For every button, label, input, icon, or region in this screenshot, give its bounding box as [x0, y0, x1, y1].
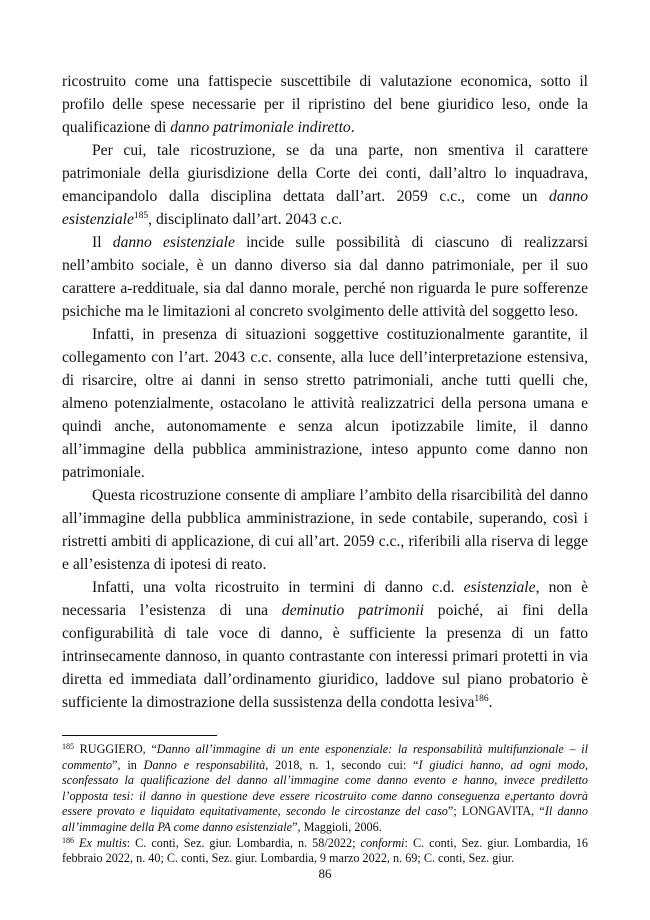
text-run: RUGGIERO, “ [74, 742, 157, 756]
document-page [62, 70, 588, 867]
italic-text: danno esistenziale [112, 234, 235, 251]
footnote-186 [62, 836, 588, 867]
text-run: ”, in [112, 757, 144, 772]
italic-text: Danno all’immagine di un ente esponenziale: la responsabilità multifunzionale – il commento [62, 742, 588, 772]
italic-text: Ex multis [79, 835, 127, 850]
text-run: Questa ricostruzione consente di ampliare l’ambito della risarcibilità del danno all’immagine della pubblica amministrazione, in sede contabile, superando, così i ristretti ambiti di applicazione, di cui all’art. 2059 c.c., riferibili alla riserva di legge e all’esistenza di ipotesi di reato. [62, 487, 588, 573]
text-run: ”, Maggioli, 2006. [292, 819, 382, 834]
text-run: incide sulle possibilità di ciascuno di realizzarsi nell’ambito sociale, è un danno diverso sia dal danno patrimoniale, per il suo carattere a-reddituale, sia dal danno morale, perché non riguarda le pure sofferenze psichiche ma le limitazioni al concreto svolgimento delle attività del soggetto leso. [62, 234, 588, 320]
text-run: . [488, 694, 493, 711]
italic-text: deminutio patrimonii [281, 602, 424, 619]
italic-text: Il danno all’immagine della PA come danno esistenziale [62, 804, 588, 834]
paragraph-5 [62, 484, 588, 576]
footnote-marker: 186 [474, 694, 489, 704]
italic-text: esistenziale [463, 579, 536, 596]
text-run: : C. conti, Sez. giur. Lombardia, 16 febbraio 2022, n. 40; C. conti, Sez. giur. Lombardia, 9 marzo 2022, n. 69; C. conti, Sez. giur. [62, 835, 589, 866]
italic-text: danno patrimoniale indiretto [170, 119, 351, 136]
text-run: ”; LONGAVITA, “ [447, 804, 545, 819]
text-run: : C. conti, Sez. giur. Lombardia, n. 58/2022; [126, 835, 361, 850]
page-number: 86 [318, 866, 332, 881]
footnote-marker: 185 [133, 211, 149, 221]
text-run: , non è necessaria l’esistenza di una [62, 579, 589, 619]
text-run: Infatti, in presenza di situazioni soggettive costituzionalmente garantite, il collegamento con l’art. 2043 c.c. consente, alla luce dell’interpretazione estensiva, di risarcire, oltre ai danni in senso stretto patrimoniali, anche tutti quelli che, almeno potenzialmente, ostacolano le attività realizzatrici della persona umana e quindi anche, autonomamente e senza alcun ipotizzabile limite, il danno all’immagine della pubblica amministrazione, inteso appunto come danno non patrimoniale. [62, 326, 588, 481]
text-run: poiché, ai fini della configurabilità di tale voce di danno, è sufficiente la presenza di un fatto intrinsecamente dannoso, in quanto contrastante con interessi primari protetti in via diretta ed immediata dall’ordinamento giuridico, laddove sul piano probatorio è sufficiente la dimostrazione della sussistenza della condotta lesiva [62, 602, 588, 711]
italic-text: danno esistenziale [62, 188, 588, 228]
paragraph-6 [62, 576, 588, 714]
footnote-separator [62, 735, 217, 736]
italic-text: Danno e responsabilità [143, 757, 266, 772]
paragraph-3 [62, 231, 588, 323]
footnote-marker: 185 [62, 742, 74, 751]
paragraph-2 [62, 139, 588, 231]
text-run: Il [92, 234, 113, 251]
footnote-185 [62, 742, 588, 836]
footnote-marker: 186 [62, 835, 74, 845]
text-run: ricostruito come una fattispecie suscettibile di valutazione economica, sotto il profilo delle spese necessarie per il ripristino del bene giuridico leso, onde la qualificazione di [62, 73, 588, 136]
text-run: Per cui, tale ricostruzione, se da una parte, non smentiva il carattere patrimoniale della giurisdizione della Corte dei conti, dall’altro lo inquadrava, emancipandolo dalla disciplina dettata dall’art. 2059 c.c., come un [62, 142, 588, 205]
paragraph-1 [62, 70, 588, 139]
text-run: Infatti, una volta ricostruito in termini di danno c.d. [92, 579, 464, 596]
paragraph-4 [62, 323, 588, 484]
text-run: , disciplinato dall’art. 2043 c.c. [148, 211, 343, 228]
text-run: , 2018, n. 1, secondo cui: “ [265, 757, 419, 772]
italic-text: I giudici hanno, ad ogni modo, sconfessato la qualificazione del danno all’immagine come danno evento e hanno, invece prediletto l’opposta tesi: il danno in questione deve essere ricostruito come danno conseguenza e,pertanto dovrà essere provato e liquidato equitativamente, secondo le circostanze del caso [62, 757, 588, 819]
italic-text: conformi [360, 835, 405, 850]
text-run: . [350, 119, 355, 136]
